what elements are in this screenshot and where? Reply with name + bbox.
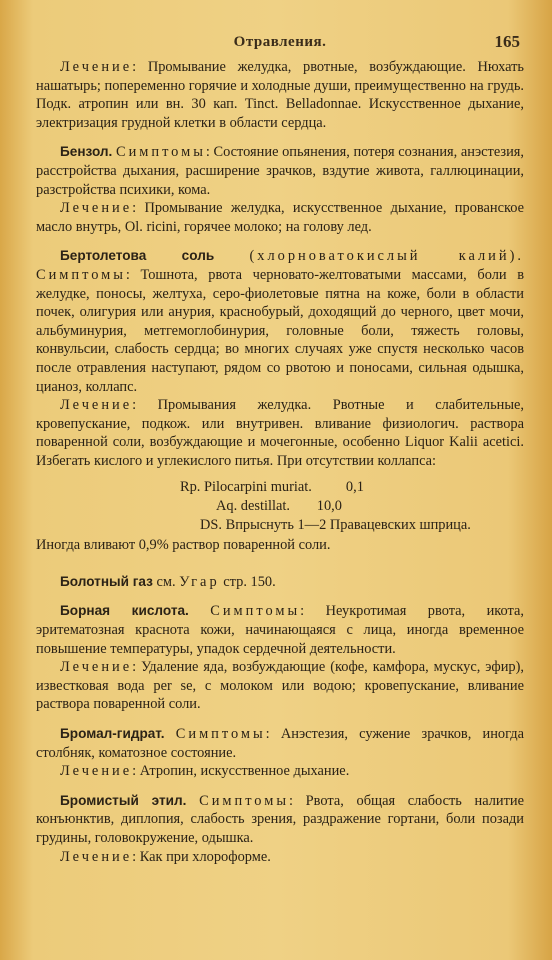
entry-bromal: Бромал-гидрат. Симптомы: Анэстезия, сужение зрачков, иногда столбняк, коматозное состояние. bbox=[36, 726, 524, 761]
entry-title: Бертолетова соль bbox=[60, 248, 215, 264]
page-header bbox=[36, 30, 524, 58]
entry-ethyl-bromide: Бромистый этил. Симптомы: Рвота, общая слабость налитие конъюнктив, диплопия, слабость зрения, раздражение гортани, боли позади грудины, головокружение, одышка. bbox=[36, 792, 524, 846]
entry-berthollet: Бертолетова соль (хлорноватокислый калий). Симптомы: Тошнота, рвота черновато-желтоватыми массами, боли в желудке, поносы, желтуха, серо-фиолетовые пятна на коже, боли в области почек, олигурия или анурия, краснобурый, доходящий до черного, цвет мочи, альбуминурия, метгемоглобинурия, головные боли, тяжесть головы, конвульсии, слабость сердца; во многих случаях уже спустя несколько часов после отравления наступают, рядом со рвотою и поносами, сильная одышка, цианоз, коллапс. bbox=[36, 248, 524, 395]
page-body bbox=[36, 58, 524, 866]
entry-title: Бензол. bbox=[60, 144, 113, 160]
entry-ethyl-bromide-treatment: Лечение: Как при хлороформе. bbox=[60, 848, 271, 865]
entry-title: Борная кислота. bbox=[60, 603, 189, 619]
entry-bromal-treatment: Лечение: Атропин, искусственное дыхание. bbox=[60, 763, 350, 780]
entry-berthollet-treatment: Лечение: Промывания желудка. Рвотные и слабительные, кровепускание, подкож. или внутривен. вливание физиологич. раствора поваренной соли, возбуждающие и мочегонные, особенно Liquor Kalii acetici. Избегать кислого и углекислого питья. При отсутствии коллапса: bbox=[36, 397, 524, 469]
running-title: Отравления. bbox=[233, 34, 327, 50]
page-number: 165 bbox=[494, 32, 520, 51]
entry-boric: Борная кислота. Симптомы: Неукротимая рвота, икота, эритематозная краснота кожи, начинающаяся с лица, иногда временное повышение температуры, упадок сердечной деятельности. bbox=[36, 603, 524, 657]
prescription: Rp. Pilocarpini muriat. 0,1 Aq. destillat. 10,0 DS. Впрыснуть 1—2 Правацевских шприца. bbox=[180, 479, 471, 533]
entry-swamp-gas: Болотный газ см. Угар стр. 150. bbox=[60, 573, 276, 590]
entry-title: Болотный газ bbox=[60, 573, 153, 589]
entry-title: Бромистый этил. bbox=[60, 792, 187, 808]
after-recipe-note: Иногда вливают 0,9% раствор поваренной соли. bbox=[36, 537, 331, 554]
entry-benzol: Бензол. Симптомы: Состояние опьянения, потеря сознания, анэстезия, расстройства дыхания, расширение зрачков, вздутие живота, галлюцинации, разстройства психики, кома. bbox=[36, 144, 524, 198]
entry-benzol-treatment: Лечение: Промывание желудка, искусственное дыхание, прованское масло внутрь, Ol. ricini, горячее молоко; на голову лед. bbox=[36, 200, 524, 235]
entry-boric-treatment: Лечение: Удаление яда, возбуждающие (кофе, камфора, мускус, эфир), известковая вода per se, с молоком или водою; кровепускание, вливание раствора поваренной соли. bbox=[36, 659, 524, 713]
entry-title: Бромал-гидрат. bbox=[60, 726, 165, 741]
treatment-paragraph: Лечение: Промывание желудка, рвотные, возбуждающие. Нюхать нашатырь; попеременно горячие и холодные души, преимущественно на грудь. Подк. атропин или вн. 30 кап. Tinct. Belladonnae. Искусственное дыхание, электризация грудной клетки в области сердца. bbox=[36, 59, 524, 131]
